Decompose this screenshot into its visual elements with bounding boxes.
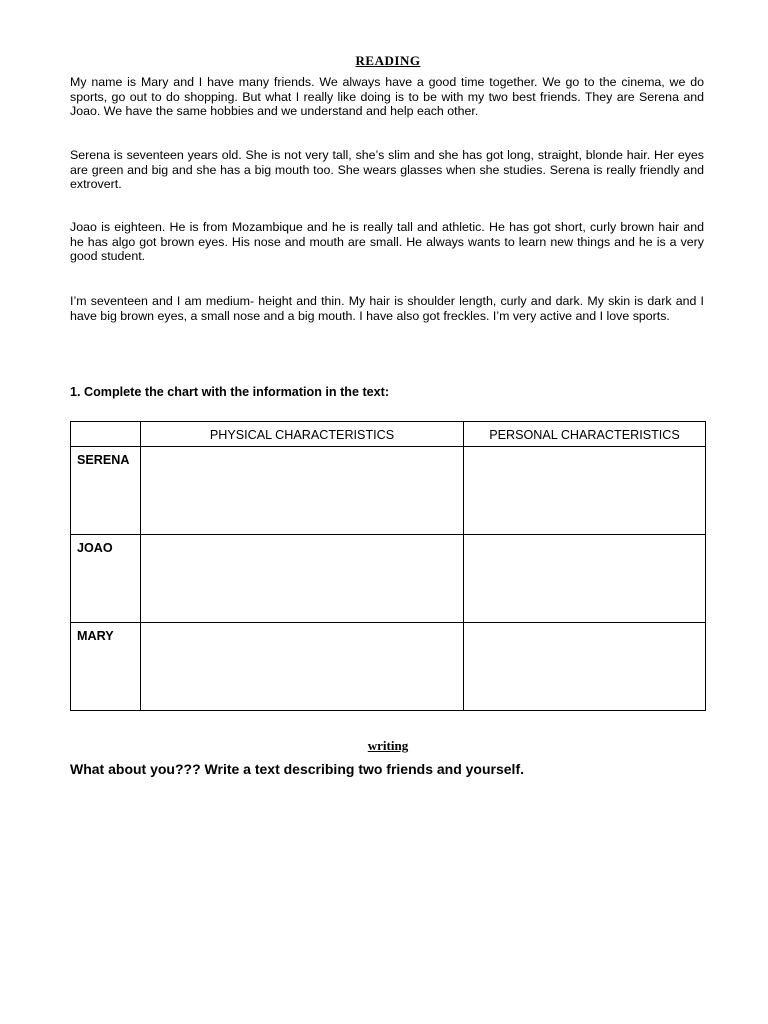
header-physical: PHYSICAL CHARACTERISTICS bbox=[141, 422, 464, 447]
mary-physical-cell[interactable] bbox=[141, 623, 464, 711]
serena-physical-cell[interactable] bbox=[141, 447, 464, 535]
table-header-row bbox=[71, 422, 706, 447]
writing-prompt: What about you??? Write a text describing two friends and yourself. bbox=[70, 761, 525, 777]
row-name-mary: MARY bbox=[71, 623, 141, 711]
table-row bbox=[71, 623, 706, 711]
header-personal: PERSONAL CHARACTERISTICS bbox=[464, 422, 706, 447]
paragraph-mary: I’m seventeen and I am medium- height and thin. My hair is shoulder length, curly and dark. My skin is dark and I have big brown eyes, a small nose and a big mouth. I have also got freckles. I’m very active and I love sports. bbox=[70, 294, 704, 323]
exercise-question: 1. Complete the chart with the information in the text: bbox=[70, 385, 390, 399]
writing-heading: writing bbox=[367, 738, 409, 753]
table-row bbox=[71, 447, 706, 535]
mary-personal-cell[interactable] bbox=[464, 623, 706, 711]
row-name-joao: JOAO bbox=[71, 535, 141, 623]
header-blank-cell bbox=[71, 422, 141, 447]
reading-title: READING bbox=[355, 53, 421, 68]
joao-personal-cell[interactable] bbox=[464, 535, 706, 623]
serena-personal-cell[interactable] bbox=[464, 447, 706, 535]
paragraph-intro: My name is Mary and I have many friends. We always have a good time together. We go to the cinema, we do sports, go out to do shopping. But what I really like doing is to be with my two best friends. They are Serena and Joao. We have the same hobbies and we understand and help each other. bbox=[70, 75, 704, 119]
table-row bbox=[71, 535, 706, 623]
paragraph-joao: Joao is eighteen. He is from Mozambique and he is really tall and athletic. He has got short, curly brown hair and he has algo got brown eyes. His nose and mouth are small. He always wants to learn new things and he is a very good student. bbox=[70, 220, 704, 264]
row-name-serena: SERENA bbox=[71, 447, 141, 535]
joao-physical-cell[interactable] bbox=[141, 535, 464, 623]
paragraph-serena: Serena is seventeen years old. She is not very tall, she’s slim and she has got long, straight, blonde hair. Her eyes are green and big and she has a big mouth too. She wears glasses when she studies. Serena is really friendly and extrovert. bbox=[70, 148, 704, 192]
characteristics-table bbox=[70, 421, 706, 711]
